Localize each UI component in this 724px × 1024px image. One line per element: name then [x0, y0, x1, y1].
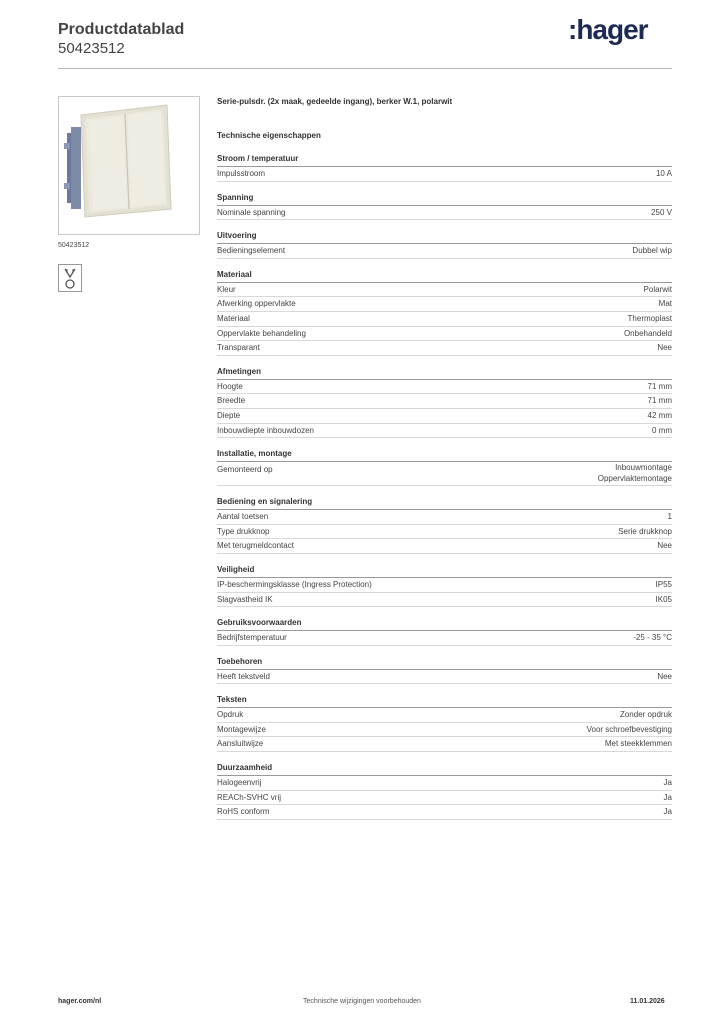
spec-value-line: Oppervlaktemontage [597, 473, 672, 483]
spec-value-line: Nee [657, 541, 672, 551]
spec-value [633, 631, 672, 645]
spec-value-line: IK05 [655, 594, 672, 604]
spec-section [217, 448, 672, 486]
header-divider [58, 68, 672, 69]
spec-row [217, 510, 672, 525]
section-title: Afmetingen [217, 366, 672, 380]
image-caption: 50423512 [58, 242, 90, 249]
spec-value-line: 71 mm [647, 381, 672, 391]
section-title: Uitvoering [217, 230, 672, 244]
spec-row [217, 244, 672, 259]
spec-row [217, 578, 672, 593]
spec-label: Halogeenvrij [217, 778, 262, 788]
spec-value-line: 250 V [651, 207, 672, 217]
spec-section [217, 564, 672, 607]
spec-row [217, 297, 672, 312]
spec-label: REACh-SVHC vrij [217, 792, 282, 802]
spec-row [217, 380, 672, 395]
spec-value [605, 737, 672, 751]
spec-row [217, 394, 672, 409]
spec-value-line: Serie drukknop [618, 526, 672, 536]
spec-value [628, 312, 672, 326]
spec-section [217, 192, 672, 221]
spec-content [217, 96, 672, 830]
spec-row [217, 462, 672, 486]
spec-value [620, 708, 672, 722]
spec-label: Materiaal [217, 313, 250, 323]
footer-website[interactable]: hager.com/nl [58, 998, 102, 1005]
spec-value [648, 394, 672, 408]
spec-value-line: Zonder opdruk [619, 710, 672, 720]
spec-row [217, 167, 672, 182]
spec-value [587, 723, 672, 737]
switch-illustration [59, 97, 199, 234]
section-title: Stroom / temperatuur [217, 153, 672, 167]
spec-label: Type drukknop [217, 526, 270, 536]
spec-label: Hoogte [217, 381, 243, 391]
spec-label: Inbouwdiepte inbouwdozen [217, 425, 314, 435]
section-title: Duurzaamheid [217, 762, 672, 776]
spec-label: Slagvastheid IK [217, 594, 273, 604]
spec-label: Bedieningselement [217, 246, 286, 256]
spec-label: Bedrijfstemperatuur [217, 633, 287, 643]
spec-sections [217, 153, 672, 820]
spec-value [618, 525, 672, 539]
spec-row [217, 791, 672, 806]
spec-value [648, 380, 672, 394]
spec-value [657, 539, 672, 553]
spec-value [668, 510, 672, 524]
spec-value-line: 71 mm [647, 396, 672, 406]
screw-terminal-icon [58, 264, 82, 292]
spec-row [217, 283, 672, 298]
section-title: Bediening en signalering [217, 496, 672, 510]
spec-value [664, 805, 672, 819]
spec-section [217, 269, 672, 356]
spec-row [217, 312, 672, 327]
spec-value-line: Voor schroefbevestiging [586, 724, 672, 734]
section-title: Gebruiksvoorwaarden [217, 617, 672, 631]
spec-value [651, 206, 672, 220]
spec-value-line: Mat [658, 299, 672, 309]
spec-value-line: Ja [663, 807, 672, 817]
spec-value [644, 283, 672, 297]
spec-row [217, 593, 672, 608]
spec-value-line: Inbouwmontage [615, 463, 672, 473]
spec-label: Montagewijze [217, 724, 266, 734]
section-title: Spanning [217, 192, 672, 206]
spec-label: RoHS conform [217, 807, 270, 817]
spec-label: IP-beschermingsklasse (Ingress Protection) [217, 579, 372, 589]
spec-label: Nominale spanning [217, 207, 286, 217]
spec-value-line: Ja [663, 792, 672, 802]
spec-row [217, 206, 672, 221]
spec-label: Diepte [217, 410, 241, 420]
spec-value-line: 0 mm [652, 425, 672, 435]
spec-value-line: Polarwit [643, 284, 672, 294]
spec-section [217, 762, 672, 820]
spec-value [648, 409, 672, 423]
spec-row [217, 631, 672, 646]
spec-value-line: -25 - 35 °C [633, 633, 672, 643]
spec-label: Impulsstroom [217, 169, 266, 178]
spec-label: Heeft tekstveld [217, 671, 270, 681]
spec-label: Breedte [217, 396, 246, 406]
spec-value [664, 776, 672, 790]
spec-value-line: 42 mm [647, 410, 672, 420]
spec-value-line: Nee [657, 343, 672, 353]
spec-label: Transparant [217, 343, 260, 353]
product-description: Serie-pulsdr. (2x maak, gedeelde ingang), berker W.1, polarwit [217, 97, 453, 106]
spec-label: Afwerking oppervlakte [217, 299, 296, 309]
spec-row [217, 776, 672, 791]
hager-logo: :hager [568, 14, 648, 45]
product-image [58, 96, 200, 235]
tech-properties-title: Technische eigenschappen [217, 131, 321, 140]
spec-value-line: Ja [663, 778, 672, 788]
spec-row [217, 341, 672, 356]
spec-section [217, 694, 672, 752]
spec-value [657, 670, 672, 684]
spec-value [656, 578, 672, 592]
section-title: Teksten [217, 694, 672, 708]
spec-label: Gemonteerd op [217, 465, 273, 475]
spec-label: Met terugmeldcontact [217, 541, 294, 551]
spec-row [217, 805, 672, 820]
spec-value-line: Onbehandeld [623, 328, 672, 338]
spec-section [217, 656, 672, 685]
section-title: Veiligheid [217, 564, 672, 578]
spec-row [217, 670, 672, 685]
spec-row [217, 525, 672, 540]
section-title: Toebehoren [217, 656, 672, 670]
header-title: Productdatablad [58, 21, 185, 38]
spec-value-line: Met steekklemmen [604, 739, 672, 749]
spec-value-line: Dubbel wip [632, 246, 672, 256]
section-title: Materiaal [217, 269, 672, 283]
spec-value-line: Thermoplast [627, 313, 672, 323]
spec-value [657, 341, 672, 355]
spec-row [217, 539, 672, 554]
spec-label: Kleur [217, 284, 236, 294]
spec-value-line: 10 A [655, 169, 672, 178]
spec-label: Oppervlakte behandeling [217, 328, 306, 338]
spec-row [217, 737, 672, 752]
spec-value [659, 297, 672, 311]
spec-section [217, 496, 672, 554]
spec-value-line: 1 [667, 512, 672, 522]
spec-section [217, 366, 672, 438]
spec-row [217, 708, 672, 723]
spec-section [217, 617, 672, 646]
spec-section [217, 153, 672, 182]
spec-row [217, 424, 672, 439]
spec-label: Aantal toetsen [217, 512, 269, 522]
spec-value [656, 593, 672, 607]
spec-value [624, 327, 672, 341]
spec-section [217, 230, 672, 259]
spec-value-line: Nee [657, 671, 672, 681]
spec-row [217, 327, 672, 342]
spec-value [632, 244, 672, 258]
footer-disclaimer: Technische wijzigingen voorbehouden [303, 998, 421, 1005]
spec-label: Opdruk [217, 710, 244, 720]
spec-row [217, 409, 672, 424]
section-title: Installatie, montage [217, 448, 672, 462]
spec-row [217, 723, 672, 738]
article-number: 50423512 [58, 40, 125, 57]
footer-date: 11.01.2026 [630, 998, 665, 1005]
spec-value [656, 167, 672, 181]
spec-label: Aansluitwijze [217, 739, 264, 749]
spec-value [664, 791, 672, 805]
spec-value [598, 463, 672, 484]
spec-value [652, 424, 672, 438]
spec-value-line: IP55 [655, 579, 672, 589]
